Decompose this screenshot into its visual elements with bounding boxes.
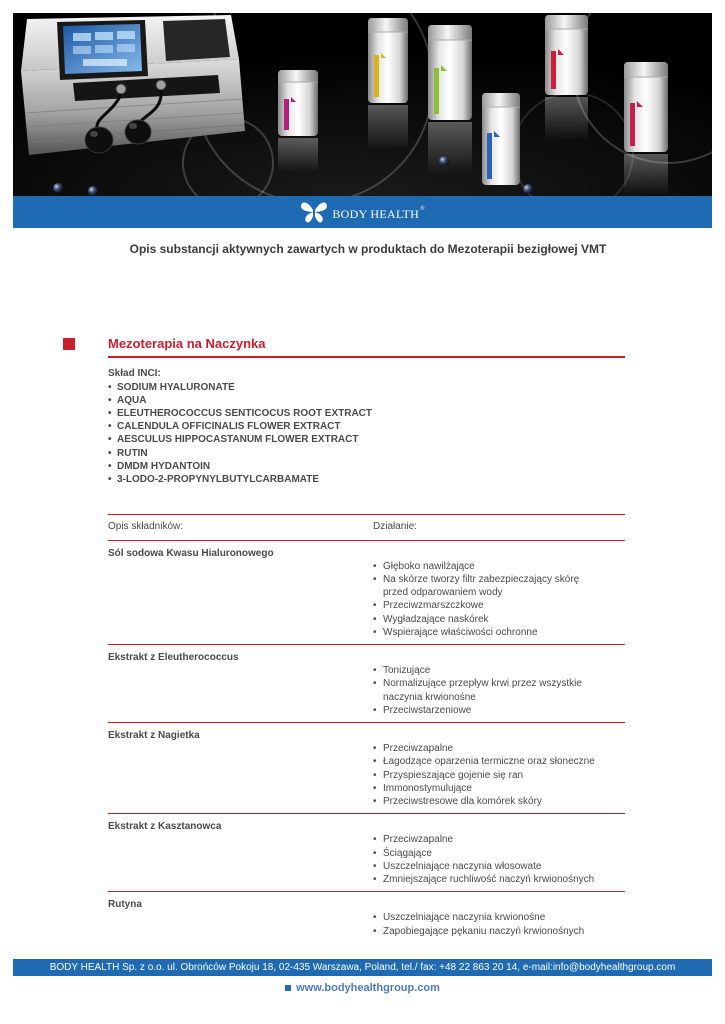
mesotherapy-device <box>21 15 245 155</box>
butterfly-logo-icon <box>300 200 328 224</box>
table-row <box>108 814 625 892</box>
inci-item: • CALENDULA OFFICINALIS FLOWER EXTRACT <box>108 420 372 433</box>
table-row <box>108 892 625 943</box>
action-item: • Zapobiegające pękaniu naczyń krwionośnych <box>373 925 625 938</box>
column-header-action: Działanie: <box>373 521 417 532</box>
product-bottle-yellow <box>368 18 408 150</box>
ingredient-name: Ekstrakt z Nagietka <box>108 729 200 741</box>
inci-list <box>108 381 372 487</box>
product-bottle-blue <box>482 93 520 185</box>
action-item: • Normalizujące przepływ krwi przez wszystkie naczynia krwionośne <box>373 677 625 703</box>
section-heading: Mezoterapia na Naczynka <box>108 336 266 351</box>
footer-address-bar <box>13 959 712 976</box>
action-item: • Zmniejszające ruchliwość naczyń krwionośnych <box>373 873 625 886</box>
ingredient-name: Ekstrakt z Eleutherococcus <box>108 651 239 663</box>
inci-composition <box>108 367 372 486</box>
action-item: • Przeciwzmarszczkowe <box>373 599 625 612</box>
product-bottle-green <box>428 25 472 174</box>
product-bottle-magenta <box>278 70 318 172</box>
website-link[interactable]: www.bodyhealthgroup.com <box>296 982 440 994</box>
brand-bar <box>13 196 712 228</box>
action-item: • Przyspieszające gojenie się ran <box>373 769 625 782</box>
action-list <box>373 833 625 886</box>
square-bullet-icon <box>285 985 291 991</box>
ingredient-name: Sól sodowa Kwasu Hialuronowego <box>108 547 274 559</box>
inci-item: • SODIUM HYALURONATE <box>108 381 372 394</box>
page-title: Opis substancji aktywnych zawartych w produktach do Mezoterapii bezigłowej VMT <box>129 242 607 256</box>
action-item: • Tonizujące <box>373 664 625 677</box>
section-divider <box>108 356 625 358</box>
inci-item: • DMDM HYDANTOIN <box>108 460 372 473</box>
action-item: • Łagodzące oparzenia termiczne oraz słoneczne <box>373 755 625 768</box>
column-header-ingredient: Opis składników: <box>108 521 184 532</box>
action-list <box>373 664 625 717</box>
action-item: • Uszczelniające naczynia włosowate <box>373 860 625 873</box>
table-row <box>108 645 625 723</box>
product-bottle-red <box>545 15 588 141</box>
registered-mark: ® <box>420 206 425 212</box>
action-list <box>373 911 625 937</box>
action-item: • Wspierające właściwości ochronne <box>373 626 625 639</box>
header-product-photo <box>13 13 712 196</box>
inci-item: • AQUA <box>108 394 372 407</box>
ingredient-name: Ekstrakt z Kasztanowca <box>108 821 222 833</box>
inci-item: • AESCULUS HIPPOCASTANUM FLOWER EXTRACT <box>108 433 372 446</box>
ingredient-name: Rutyna <box>108 899 142 911</box>
action-list <box>373 560 625 639</box>
action-item: • Uszczelniające naczynia krwionośne <box>373 911 625 924</box>
action-item: • Wygładzające naskórek <box>373 613 625 626</box>
action-item: • Immonostymulujące <box>373 782 625 795</box>
table-row <box>108 541 625 645</box>
brand-name: BODY HEALTH <box>332 207 420 221</box>
action-item: • Przeciwzapalne <box>373 833 625 846</box>
inci-item: • RUTIN <box>108 447 372 460</box>
product-bottle-pink <box>624 62 668 196</box>
product-photo <box>13 13 712 196</box>
action-item: • Ściągające <box>373 847 625 860</box>
action-item: • Przeciwstresowe dla komórek skóry <box>373 795 625 808</box>
action-list <box>373 742 625 808</box>
inci-item: • ELEUTHEROCOCCUS SENTICOCUS ROOT EXTRACT <box>108 407 372 420</box>
action-item: • Przeciwzapalne <box>373 742 625 755</box>
table-row <box>108 723 625 814</box>
ingredients-table <box>108 514 625 943</box>
inci-item: • 3-LODO-2-PROPYNYLBUTYLCARBAMATE <box>108 473 372 486</box>
action-item: • Przeciwstarzeniowe <box>373 704 625 717</box>
action-item: • Na skórze tworzy filtr zabezpieczający skórę przed odparowaniem wody <box>373 573 625 599</box>
action-item: • Głęboko nawilżające <box>373 560 625 573</box>
website-line <box>0 981 725 995</box>
company-address: BODY HEALTH Sp. z o.o. ul. Obrońców Pokoju 18, 02-435 Warszawa, Poland, tel./ fax: +48 22 863 20 14, e-mail:info@bodyhealthgroup.com <box>49 962 676 973</box>
inci-label: Skład INCI: <box>108 368 161 380</box>
table-header <box>108 515 625 541</box>
section-marker-icon <box>63 338 75 350</box>
